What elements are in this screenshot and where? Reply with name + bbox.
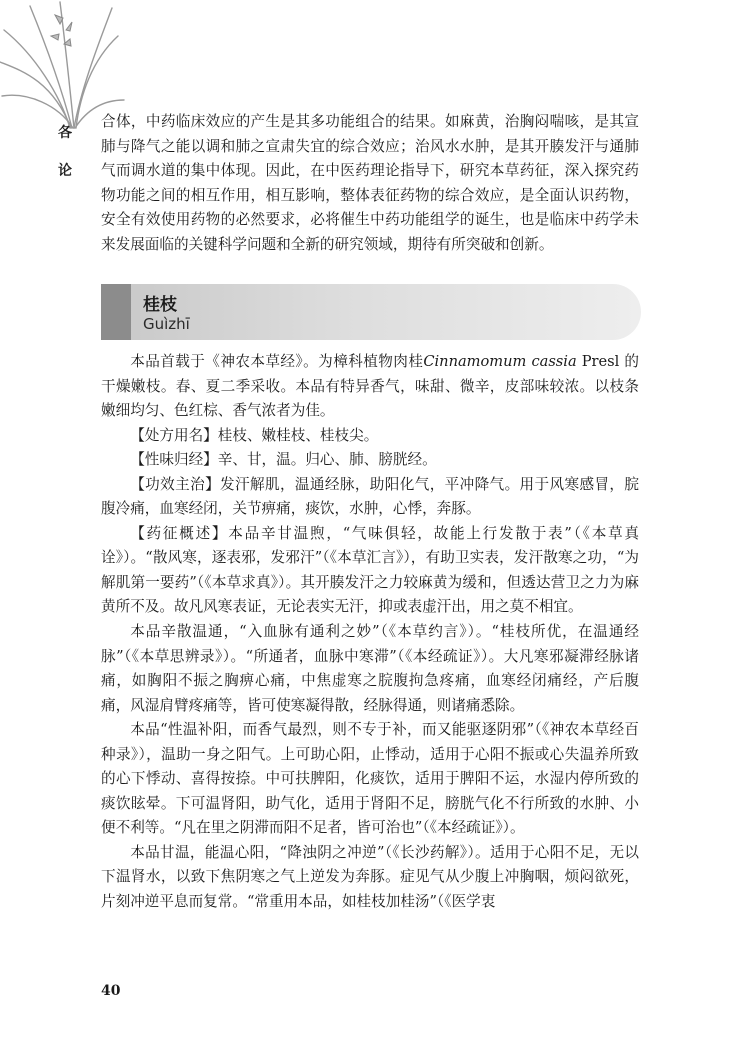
paragraph-prescription-names: 【处方用名】桂枝、嫩桂枝、桂枝尖。 bbox=[130, 426, 379, 444]
intro-text-block bbox=[101, 110, 639, 257]
paragraph-warming-channels: 本品辛散温通，“入血脉有通利之妙”（《本草约言》）。“桂枝所优，在温通经脉”（《本草思辨录》）。“所通者，血脉中寒滞”（《本经疏证》）。大凡寒邪凝滞经脉诸痛，如胸阳不振之胸痹心痛，中焦虚寒之脘腹拘急疼痛，血寒经闭痛经，产后腹痛，风湿肩臂疼痛等，皆可使寒凝得散，经脉得通，则诸痛悉除。 bbox=[101, 623, 639, 714]
herb-pinyin: Guìzhī bbox=[143, 315, 190, 333]
section-banner bbox=[101, 284, 641, 340]
paragraph-nature-meridian: 【性味归经】辛、甘，温。归心、肺、膀胱经。 bbox=[130, 451, 437, 469]
paragraph-efficacy: 【功效主治】发汗解肌，温通经脉，助阳化气，平冲降气。用于风寒感冒，脘腹冷痛，血寒经闭，关节痹痛，痰饮，水肿，心悸，奔豚。 bbox=[101, 475, 639, 518]
paragraph-warming-yang: 本品“性温补阳，而香气最烈，则不专于补，而又能驱逐阴邪”（《神农本草经百种录》），温助一身之阳气。上可助心阳，止悸动，适用于心阳不振或心失温养所致的心下悸动、喜得按捺。中可扶脾阳，化痰饮，适用于脾阳不运，水湿内停所致的痰饮眩晕。下可温肾阳，助气化，适用于肾阳不足，膀胱气化不行所致的水肿、小便不利等。“凡在里之阴滞而阳不足者，皆可治也”（《本经疏证》）。 bbox=[101, 721, 639, 837]
paragraph-running-piglet: 本品甘温，能温心阳，“降浊阴之冲逆”（《长沙药解》）。适用于心阳不足，无以下温肾水，以致下焦阴寒之气上逆发为奔豚。症见气从少腹上冲胸咽，烦闷欲死，片刻冲逆平息而复常。“常重用本品，如桂枝加桂汤”（《医学衷 bbox=[101, 843, 639, 911]
latin-name: Cinnamomum cassia bbox=[423, 353, 577, 370]
intro-paragraph: 合体，中药临床效应的产生是其多功能组合的结果。如麻黄，治胸闷喘咳，是其宣肺与降气之能以调和肺之宣肃失宜的综合效应；治风水水肿，是其开腠发汗与通肺气而调水道的集中体现。因此，在中医药理论指导下，研究本草药征，深入探究药物功能之间的相互作用，相互影响，整体表征药物的综合效应，是全面认识药物，安全有效使用药物的必然要求，必将催生中药功能组学的诞生，也是临床中药学未来发展面临的关键科学问题和全新的研究领域，期待有所突破和创新。 bbox=[101, 113, 639, 253]
side-label-lun: 论 bbox=[58, 163, 72, 179]
paragraph-characteristics: 【药征概述】本品辛甘温煦，“气味俱轻，故能上行发散于表”（《本草真诠》）。“散风寒，逐表邪，发邪汗”（《本草汇言》），有助卫实表，发汗散寒之功，“为解肌第一要药”（《本草求真》）。其开腠发汗之力较麻黄为缓和，但透达营卫之力为麻黄所不及。故凡风寒表证，无论表实无汗，抑或表虚汗出，用之莫不相宜。 bbox=[101, 524, 639, 616]
side-label-ge: 各 bbox=[58, 125, 72, 141]
herb-title: 桂枝 bbox=[143, 295, 177, 315]
origin-text-a: 本品首载于《神农本草经》。为樟科植物肉桂 bbox=[130, 353, 424, 370]
page-number: 40 bbox=[101, 983, 121, 999]
origin-text-b: Presl 的干燥嫩枝。春、夏二季采收。本品有特异香气，味甜、微辛，皮部味较浓。以枝条嫩细均匀、色红棕、香气浓者为佳。 bbox=[101, 353, 639, 420]
herb-body-text bbox=[101, 350, 639, 915]
banner-accent-bar bbox=[101, 284, 131, 340]
paragraph-origin bbox=[101, 350, 639, 424]
